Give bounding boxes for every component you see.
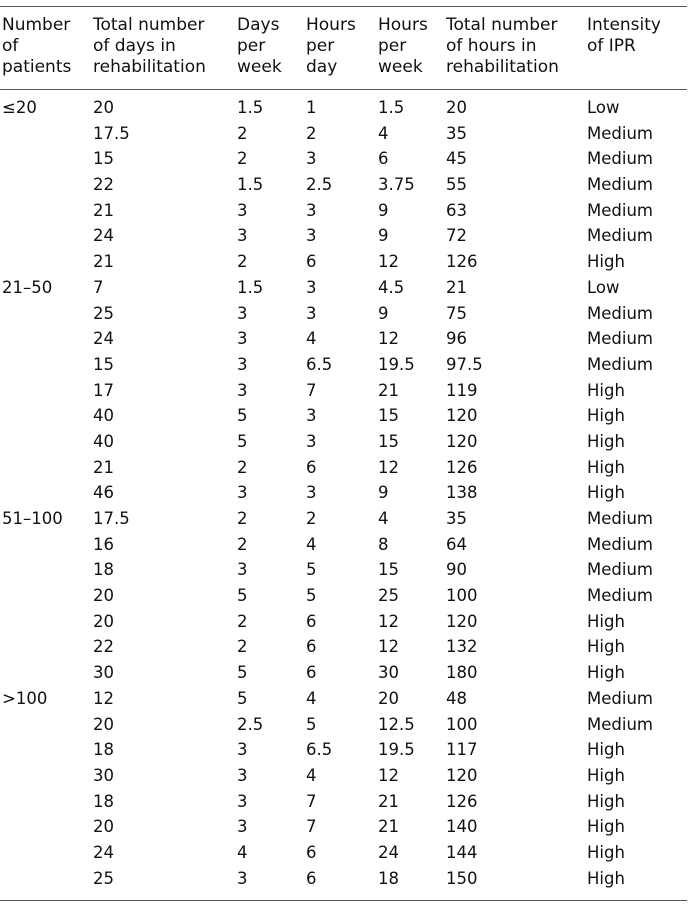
hours-per-week-cell: 12 [378,611,399,631]
total-days-cell: 21 [93,252,114,272]
days-per-week-cell: 2 [237,534,248,554]
hours-per-day-cell: 7 [306,817,317,837]
hours-per-week-cell: 30 [378,663,399,683]
table-row [0,353,687,379]
header-hours-per-week: Hours per week [378,15,428,77]
table-row [0,584,687,610]
hours-per-week-cell: 12 [378,252,399,272]
patients-group-cell: 21–50 [2,277,53,297]
total-days-cell: 7 [93,277,104,297]
table-row [0,764,687,790]
total-hours-cell: 120 [446,406,478,426]
hours-per-day-cell: 6 [306,868,317,888]
days-per-week-cell: 5 [237,663,248,683]
intensity-cell: High [587,663,625,683]
table-row [0,481,687,507]
days-per-week-cell: 1.5 [237,277,264,297]
hours-per-week-cell: 12.5 [378,714,415,734]
table-row [0,173,687,199]
patients-group-cell: ≤20 [2,98,37,117]
hours-per-week-cell: 4.5 [378,277,405,297]
table-row [0,96,687,122]
days-per-week-cell: 3 [237,354,248,374]
days-per-week-cell: 3 [237,380,248,400]
days-per-week-cell: 2 [237,149,248,169]
days-per-week-cell: 2 [237,611,248,631]
intensity-cell: Medium [587,303,653,323]
intensity-cell: High [587,817,625,837]
days-per-week-cell: 4 [237,842,248,862]
intensity-cell: Medium [587,226,653,246]
days-per-week-cell: 1.5 [237,98,264,117]
hours-per-day-cell: 3 [306,226,317,246]
hours-per-day-cell: 3 [306,431,317,451]
intensity-cell: High [587,765,625,785]
hours-per-day-cell: 4 [306,534,317,554]
hours-per-week-cell: 18 [378,868,399,888]
header-hours-per-day: Hours per day [306,15,356,77]
total-hours-cell: 144 [446,842,478,862]
total-hours-cell: 45 [446,149,467,169]
total-days-cell: 24 [93,842,114,862]
hours-per-week-cell: 9 [378,303,389,323]
hours-per-day-cell: 5 [306,714,317,734]
hours-per-week-cell: 12 [378,329,399,349]
hours-per-day-cell: 6 [306,663,317,683]
days-per-week-cell: 3 [237,200,248,220]
total-hours-cell: 100 [446,714,478,734]
hours-per-week-cell: 3.75 [378,175,415,195]
hours-per-week-cell: 15 [378,560,399,580]
intensity-cell: High [587,252,625,272]
days-per-week-cell: 3 [237,560,248,580]
total-days-cell: 15 [93,149,114,169]
days-per-week-cell: 2 [237,457,248,477]
days-per-week-cell: 5 [237,688,248,708]
days-per-week-cell: 3 [237,740,248,760]
hours-per-week-cell: 12 [378,637,399,657]
days-per-week-cell: 2 [237,509,248,528]
total-hours-cell: 150 [446,868,478,888]
table-row [0,867,687,893]
hours-per-week-cell: 24 [378,842,399,862]
total-days-cell: 20 [93,586,114,606]
hours-per-week-cell: 15 [378,406,399,426]
days-per-week-cell: 2.5 [237,714,264,734]
intensity-cell: High [587,842,625,862]
intensity-cell: High [587,740,625,760]
intensity-cell: Medium [587,354,653,374]
total-hours-cell: 75 [446,303,467,323]
table-row [0,815,687,841]
hours-per-week-cell: 21 [378,380,399,400]
total-days-cell: 18 [93,740,114,760]
intensity-cell: Medium [587,329,653,349]
hours-per-day-cell: 2.5 [306,175,333,195]
intensity-cell: Medium [587,534,653,554]
days-per-week-cell: 2 [237,123,248,143]
total-hours-cell: 132 [446,637,478,657]
table-row [0,661,687,687]
hours-per-week-cell: 20 [378,688,399,708]
hours-per-day-cell: 7 [306,791,317,811]
total-hours-cell: 21 [446,277,467,297]
hours-per-day-cell: 7 [306,380,317,400]
table-row [0,404,687,430]
hours-per-week-cell: 12 [378,457,399,477]
total-days-cell: 16 [93,534,114,554]
total-hours-cell: 55 [446,175,467,195]
table-row [0,430,687,456]
header-divider-rule [0,89,687,90]
table-row [0,610,687,636]
intensity-cell: Low [587,98,620,117]
days-per-week-cell: 3 [237,329,248,349]
total-days-cell: 17 [93,380,114,400]
hours-per-day-cell: 3 [306,277,317,297]
days-per-week-cell: 1.5 [237,175,264,195]
table-row [0,276,687,302]
table-body [0,96,687,892]
hours-per-day-cell: 5 [306,586,317,606]
header-total-hours: Total number of hours in rehabilitation [446,15,559,77]
total-hours-cell: 140 [446,817,478,837]
total-days-cell: 24 [93,329,114,349]
total-days-cell: 20 [93,611,114,631]
hours-per-day-cell: 2 [306,509,317,528]
hours-per-day-cell: 3 [306,483,317,503]
header-days-per-week: Days per week [237,15,282,77]
table-row [0,687,687,713]
intensity-cell: High [587,457,625,477]
total-hours-cell: 120 [446,431,478,451]
hours-per-week-cell: 4 [378,123,389,143]
header-number-of-patients: Number of patients [2,15,72,77]
table-row [0,250,687,276]
total-days-cell: 25 [93,868,114,888]
intensity-cell: High [587,483,625,503]
total-days-cell: 22 [93,637,114,657]
total-days-cell: 12 [93,688,114,708]
intensity-cell: High [587,637,625,657]
patients-group-cell: 51–100 [2,509,63,528]
intensity-cell: Medium [587,586,653,606]
hours-per-week-cell: 21 [378,817,399,837]
hours-per-day-cell: 3 [306,303,317,323]
hours-per-day-cell: 6 [306,637,317,657]
intensity-cell: High [587,868,625,888]
hours-per-week-cell: 19.5 [378,354,415,374]
intensity-cell: Medium [587,123,653,143]
hours-per-week-cell: 9 [378,483,389,503]
hours-per-week-cell: 12 [378,765,399,785]
table-row [0,327,687,353]
hours-per-day-cell: 6 [306,611,317,631]
table-row [0,713,687,739]
days-per-week-cell: 5 [237,586,248,606]
hours-per-day-cell: 6 [306,457,317,477]
hours-per-week-cell: 9 [378,200,389,220]
hours-per-day-cell: 4 [306,688,317,708]
total-hours-cell: 126 [446,791,478,811]
total-days-cell: 40 [93,431,114,451]
total-hours-cell: 35 [446,123,467,143]
total-days-cell: 24 [93,226,114,246]
hours-per-week-cell: 19.5 [378,740,415,760]
hours-per-week-cell: 4 [378,509,389,528]
intensity-cell: Medium [587,688,653,708]
total-hours-cell: 96 [446,329,467,349]
hours-per-day-cell: 6 [306,842,317,862]
total-hours-cell: 72 [446,226,467,246]
hours-per-day-cell: 6 [306,252,317,272]
intensity-cell: Medium [587,200,653,220]
patients-group-cell: >100 [2,688,48,708]
hours-per-day-cell: 3 [306,200,317,220]
total-hours-cell: 20 [446,98,467,117]
total-hours-cell: 120 [446,611,478,631]
total-days-cell: 30 [93,765,114,785]
total-days-cell: 18 [93,560,114,580]
hours-per-day-cell: 3 [306,406,317,426]
total-hours-cell: 120 [446,765,478,785]
days-per-week-cell: 3 [237,817,248,837]
total-hours-cell: 126 [446,252,478,272]
total-hours-cell: 138 [446,483,478,503]
total-days-cell: 20 [93,817,114,837]
table-row [0,147,687,173]
intensity-cell: High [587,791,625,811]
table-row [0,841,687,867]
intensity-cell: Low [587,277,620,297]
table-row [0,533,687,559]
hours-per-week-cell: 8 [378,534,389,554]
total-days-cell: 20 [93,98,114,117]
days-per-week-cell: 5 [237,431,248,451]
total-hours-cell: 126 [446,457,478,477]
intensity-cell: High [587,431,625,451]
hours-per-day-cell: 1 [306,98,317,117]
total-hours-cell: 48 [446,688,467,708]
table-row [0,456,687,482]
days-per-week-cell: 3 [237,303,248,323]
table-row [0,224,687,250]
hours-per-week-cell: 1.5 [378,98,405,117]
table-row [0,507,687,533]
total-days-cell: 30 [93,663,114,683]
total-days-cell: 25 [93,303,114,323]
total-days-cell: 21 [93,457,114,477]
total-hours-cell: 117 [446,740,478,760]
hours-per-day-cell: 4 [306,765,317,785]
total-hours-cell: 119 [446,380,478,400]
total-hours-cell: 97.5 [446,354,483,374]
days-per-week-cell: 3 [237,765,248,785]
table-row [0,122,687,148]
header-total-days: Total number of days in rehabilitation [93,15,206,77]
table-top-rule [0,6,687,7]
table-row [0,635,687,661]
total-hours-cell: 64 [446,534,467,554]
total-hours-cell: 90 [446,560,467,580]
intensity-cell: Medium [587,560,653,580]
hours-per-day-cell: 6.5 [306,740,333,760]
hours-per-week-cell: 15 [378,431,399,451]
hours-per-day-cell: 3 [306,149,317,169]
intensity-cell: Medium [587,149,653,169]
hours-per-day-cell: 2 [306,123,317,143]
days-per-week-cell: 3 [237,226,248,246]
intensity-cell: High [587,611,625,631]
hours-per-week-cell: 21 [378,791,399,811]
intensity-cell: Medium [587,509,653,528]
total-hours-cell: 35 [446,509,467,528]
days-per-week-cell: 3 [237,483,248,503]
intensity-cell: High [587,380,625,400]
total-hours-cell: 100 [446,586,478,606]
total-days-cell: 17.5 [93,509,130,528]
hours-per-day-cell: 5 [306,560,317,580]
table-row [0,302,687,328]
total-days-cell: 18 [93,791,114,811]
total-days-cell: 15 [93,354,114,374]
table-bottom-rule [0,900,687,901]
days-per-week-cell: 2 [237,252,248,272]
days-per-week-cell: 3 [237,868,248,888]
table-row [0,790,687,816]
days-per-week-cell: 2 [237,637,248,657]
total-days-cell: 20 [93,714,114,734]
intensity-cell: Medium [587,714,653,734]
table-row [0,379,687,405]
total-hours-cell: 63 [446,200,467,220]
total-days-cell: 46 [93,483,114,503]
days-per-week-cell: 3 [237,791,248,811]
total-hours-cell: 180 [446,663,478,683]
hours-per-week-cell: 6 [378,149,389,169]
table-row [0,558,687,584]
hours-per-week-cell: 9 [378,226,389,246]
hours-per-day-cell: 6.5 [306,354,333,374]
total-days-cell: 17.5 [93,123,130,143]
intensity-cell: Medium [587,175,653,195]
table-row [0,738,687,764]
total-days-cell: 40 [93,406,114,426]
intensity-cell: High [587,406,625,426]
total-days-cell: 21 [93,200,114,220]
hours-per-week-cell: 25 [378,586,399,606]
total-days-cell: 22 [93,175,114,195]
hours-per-day-cell: 4 [306,329,317,349]
days-per-week-cell: 5 [237,406,248,426]
header-intensity: Intensity of IPR [587,15,661,56]
table-row [0,199,687,225]
